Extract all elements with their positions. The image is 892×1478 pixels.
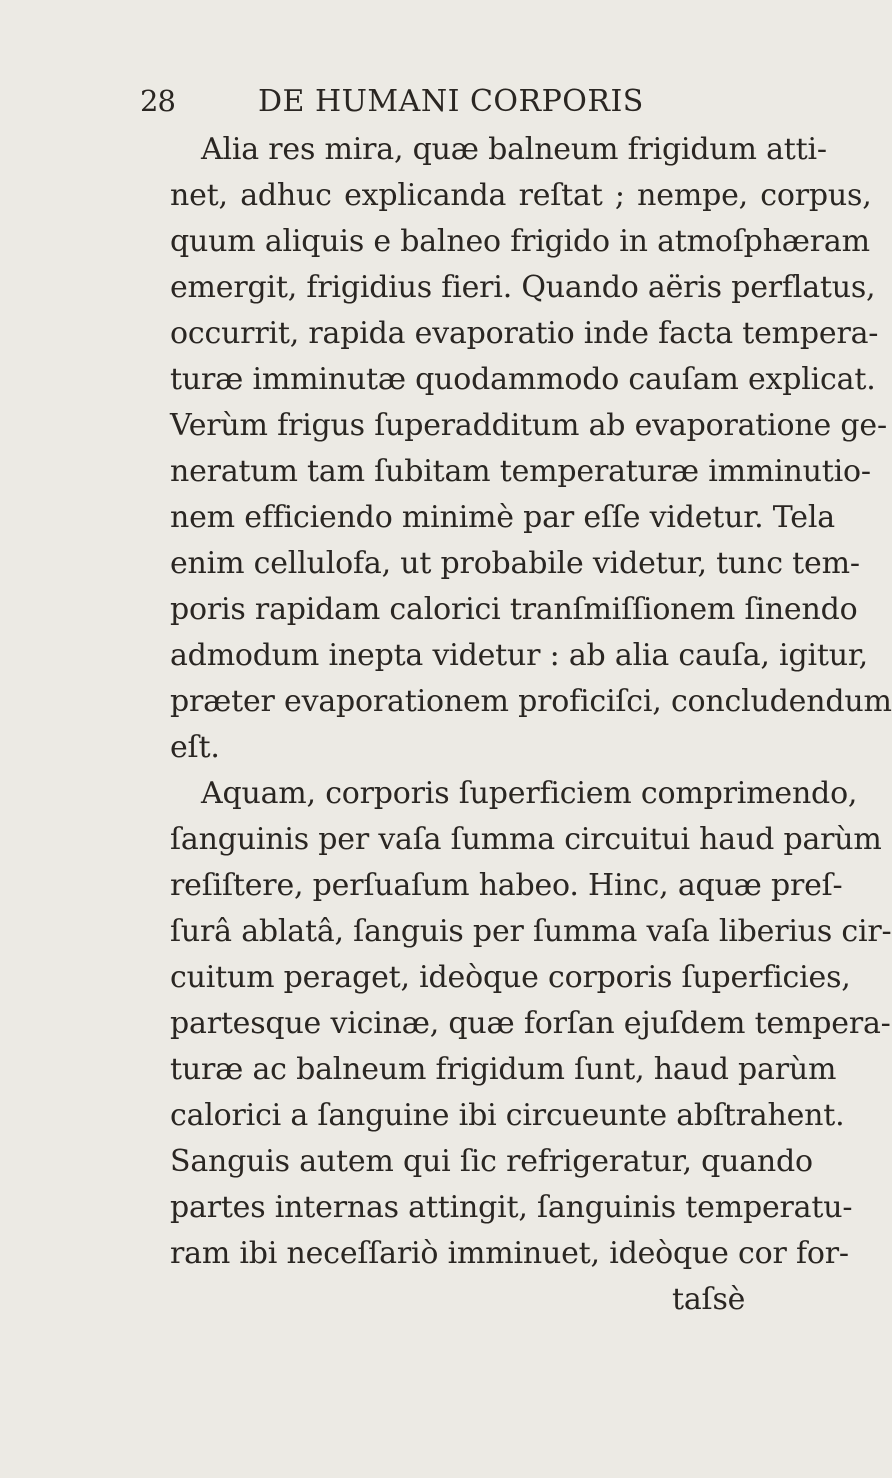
text-line: occurrit, rapida evaporatio inde facta tempera- bbox=[170, 316, 879, 351]
text-line: ram ibi neceſſariò imminuet, ideòque cor for- bbox=[170, 1236, 849, 1271]
text-line: taſsè bbox=[672, 1282, 746, 1317]
text-line: calorici a ſanguine ibi circueunte abſtrahent. bbox=[170, 1098, 845, 1133]
text-line: turæ imminutæ quodammodo cauſam explicat. bbox=[170, 362, 876, 397]
text-line: turæ ac balneum frigidum ſunt, haud parùm bbox=[170, 1052, 837, 1087]
text-line: cuitum peraget, ideòque corporis ſuperficies, bbox=[170, 960, 851, 995]
text-line: enim cellulofa, ut probabile videtur, tunc tem- bbox=[170, 546, 860, 581]
text-line: partes internas attingit, ſanguinis temperatu- bbox=[170, 1190, 853, 1225]
text-line: partesque vicinæ, quæ forſan ejuſdem tempera- bbox=[170, 1006, 891, 1041]
text-line: neratum tam ſubitam temperaturæ imminutio- bbox=[170, 454, 871, 489]
running-head: DE HUMANI CORPORIS bbox=[258, 84, 644, 119]
page-number: 28 bbox=[140, 84, 175, 118]
text-line: Sanguis autem qui ſic refrigeratur, quando bbox=[170, 1144, 813, 1179]
text-line: admodum inepta videtur : ab alia cauſa, igitur, bbox=[170, 638, 869, 673]
text-line: eſt. bbox=[170, 730, 220, 765]
text-line: nem efficiendo minimè par eſſe videtur. Tela bbox=[170, 500, 835, 535]
page-header bbox=[140, 84, 660, 124]
text-line: poris rapidam calorici tranſmiſſionem ſinendo bbox=[170, 592, 858, 627]
text-line: Verùm frigus ſuperadditum ab evaporatione ge- bbox=[170, 408, 887, 443]
text-line: præter evaporationem proficiſci, concludendum bbox=[170, 684, 892, 719]
text-line: emergit, frigidius fieri. Quando aëris perflatus, bbox=[170, 270, 876, 305]
text-line: quum aliquis e balneo frigido in atmoſphæram bbox=[170, 224, 870, 259]
text-line: Alia res mira, quæ balneum frigidum atti- bbox=[201, 132, 827, 167]
text-line: ſanguinis per vaſa ſumma circuitui haud parùm bbox=[170, 822, 882, 857]
text-line: Aquam, corporis ſuperficiem comprimendo, bbox=[201, 776, 858, 811]
text-line: reſiſtere, perſuaſum habeo. Hinc, aquæ preſ- bbox=[170, 868, 843, 903]
text-line: ſurâ ablatâ, ſanguis per ſumma vaſa liberius cir- bbox=[170, 914, 892, 949]
body-text bbox=[0, 127, 892, 1467]
text-line: net, adhuc explicanda reſtat ; nempe, corpus, bbox=[170, 178, 872, 213]
